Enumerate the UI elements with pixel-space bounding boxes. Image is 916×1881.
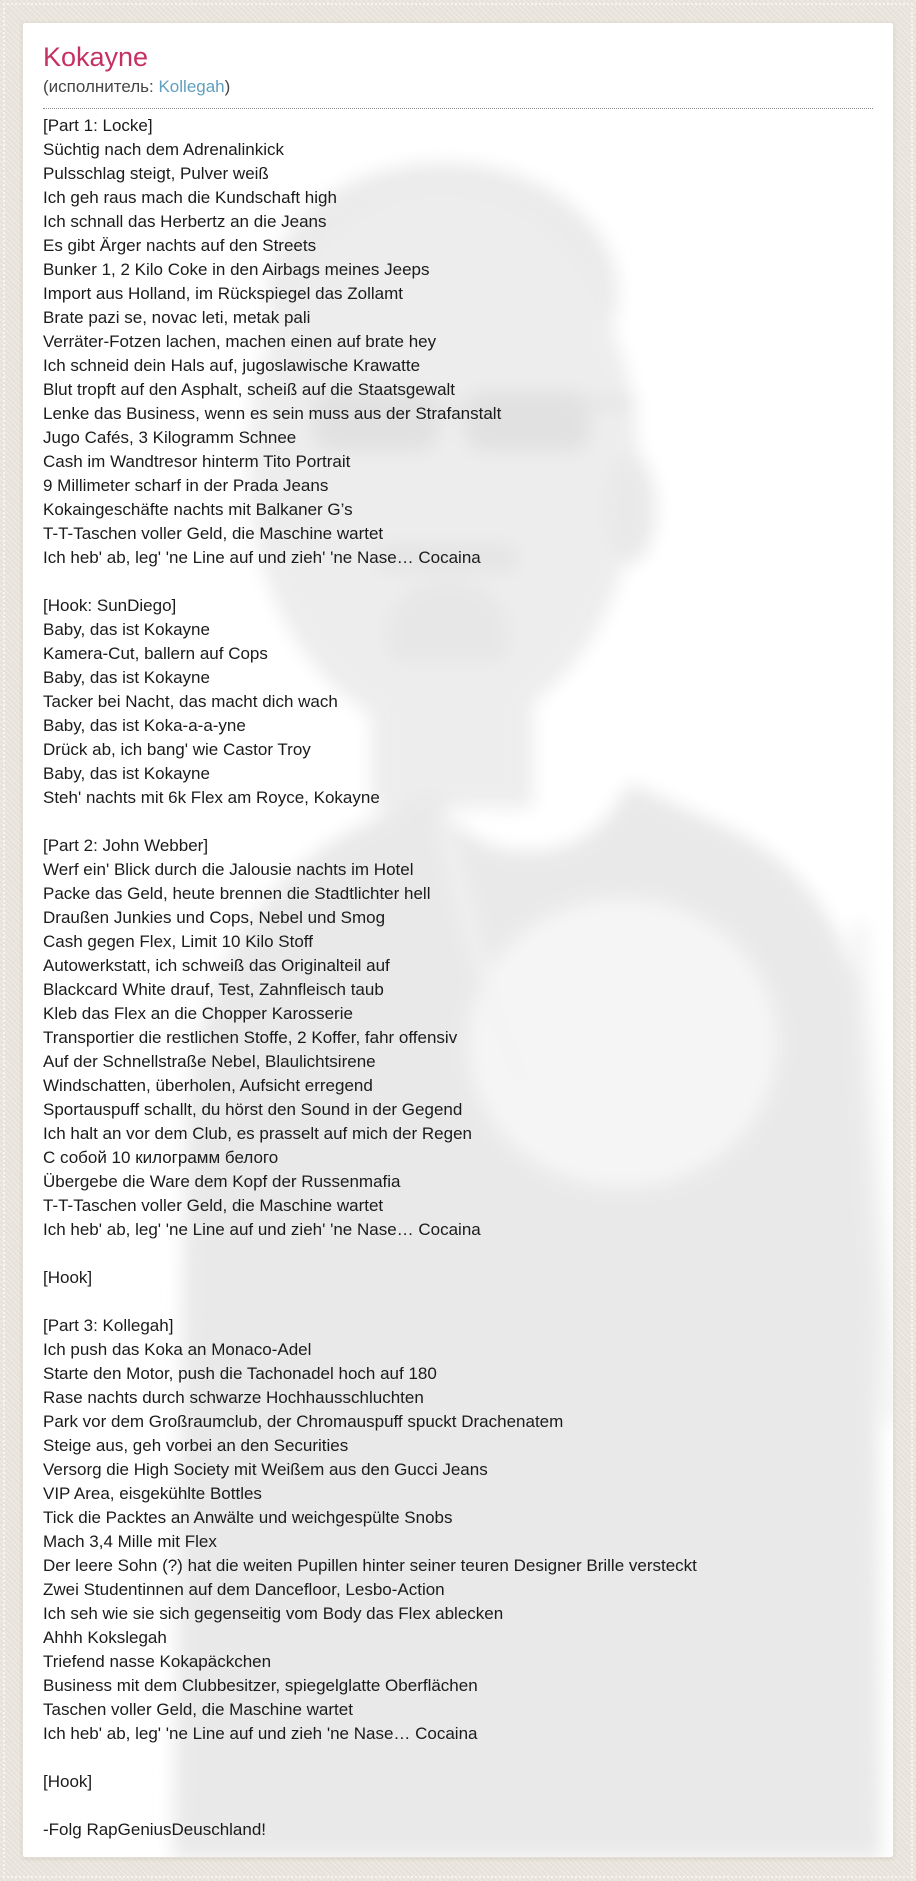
lyric-line: Süchtig nach dem Adrenalinkick [43,140,284,159]
lyric-line: Ich heb' ab, leg' 'ne Line auf und zieh 'ne Nase… Cocaina [43,1724,478,1743]
lyric-line: Tacker bei Nacht, das macht dich wach [43,692,338,711]
blank-line [43,570,873,594]
lyric-line: Lenke das Business, wenn es sein muss aus der Strafanstalt [43,404,502,423]
lyric-line: Blut tropft auf den Asphalt, scheiß auf die Staatsgewalt [43,380,456,399]
lyrics-text [43,114,873,1842]
lyric-line: Ich heb' ab, leg' 'ne Line auf und zieh' 'ne Nase… Cocaina [43,548,481,567]
lyric-line: Cash im Wandtresor hinterm Tito Portrait [43,452,351,471]
section-label: [Part 1: Locke] [43,116,153,135]
song-title: Kokayne [43,42,149,72]
blank-line [43,1746,873,1770]
lyric-line: Baby, das ist Kokayne [43,764,210,783]
lyric-line: Werf ein' Blick durch die Jalousie nachts im Hotel [43,860,414,879]
lyric-line: Taschen voller Geld, die Maschine wartet [43,1700,353,1719]
lyric-line: T-T-Taschen voller Geld, die Maschine wartet [43,1196,384,1215]
blank-line [43,1242,873,1266]
lyric-line: Ich halt an vor dem Club, es prasselt auf mich der Regen [43,1124,472,1143]
lyric-line: Import aus Holland, im Rückspiegel das Zollamt [43,284,403,303]
lyric-line: VIP Area, eisgekühlte Bottles [43,1484,262,1503]
lyric-line: Starte den Motor, push die Tachonadel hoch auf 180 [43,1364,437,1383]
lyric-line: С собой 10 килограмм белого [43,1148,279,1167]
lyric-line: Business mit dem Clubbesitzer, spiegelglatte Oberflächen [43,1676,478,1695]
lyric-line: Triefend nasse Kokapäckchen [43,1652,272,1671]
lyric-line: Ich push das Koka an Monaco-Adel [43,1340,312,1359]
lyrics-card [22,22,894,1858]
lyric-line: Brate pazi se, novac leti, metak pali [43,308,311,327]
lyric-line: Übergebe die Ware dem Kopf der Russenmafia [43,1172,401,1191]
lyric-line: -Folg RapGeniusDeuschland! [43,1820,267,1839]
lyric-line: Kokaingeschäfte nachts mit Balkaner G’s [43,500,353,519]
lyric-line: Baby, das ist Kokayne [43,620,210,639]
lyric-line: Park vor dem Großraumclub, der Chromauspuff spuckt Drachenatem [43,1412,564,1431]
section-label: [Hook: SunDiego] [43,596,177,615]
card-content [23,23,893,1858]
lyric-line: Draußen Junkies und Cops, Nebel und Smog [43,908,386,927]
section-label: [Part 2: John Webber] [43,836,209,855]
lyric-line: Versorg die High Society mit Weißem aus den Gucci Jeans [43,1460,488,1479]
blank-line [43,1794,873,1818]
artist-label-suffix: ) [224,77,231,96]
lyric-line: Baby, das ist Koka-a-a-yne [43,716,246,735]
lyric-line: Ahhh Kokslegah [43,1628,167,1647]
lyric-line: Bunker 1, 2 Kilo Coke in den Airbags meines Jeeps [43,260,430,279]
lyric-line: Ich geh raus mach die Kundschaft high [43,188,337,207]
lyric-line: Der leere Sohn (?) hat die weiten Pupillen hinter seiner teuren Designer Brille versteckt [43,1556,697,1575]
section-label: [Hook] [43,1772,93,1791]
lyric-line: Kleb das Flex an die Chopper Karosserie [43,1004,353,1023]
lyric-line: Drück ab, ich bang' wie Castor Troy [43,740,311,759]
lyric-line: Autowerkstatt, ich schweiß das Originalteil auf [43,956,390,975]
lyric-line: Baby, das ist Kokayne [43,668,210,687]
lyric-line: Ich schnall das Herbertz an die Jeans [43,212,327,231]
lyric-line: Rase nachts durch schwarze Hochhausschluchten [43,1388,424,1407]
lyric-line: Kamera-Cut, ballern auf Cops [43,644,268,663]
lyric-line: Verräter-Fotzen lachen, machen einen auf brate hey [43,332,437,351]
lyric-line: Steh' nachts mit 6k Flex am Royce, Kokayne [43,788,380,807]
lyric-line: Transportier die restlichen Stoffe, 2 Koffer, fahr offensiv [43,1028,458,1047]
lyric-line: Tick die Packtes an Anwälte und weichgespülte Snobs [43,1508,453,1527]
blank-line [43,1290,873,1314]
lyric-line: Mach 3,4 Mille mit Flex [43,1532,217,1551]
lyric-line: Jugo Cafés, 3 Kilogramm Schnee [43,428,297,447]
artist-label-prefix: (исполнитель: [43,77,159,96]
lyric-line: 9 Millimeter scharf in der Prada Jeans [43,476,329,495]
artist-line [43,76,873,109]
lyric-line: Es gibt Ärger nachts auf den Streets [43,236,317,255]
section-label: [Part 3: Kollegah] [43,1316,174,1335]
lyric-line: Zwei Studentinnen auf dem Dancefloor, Lesbo-Action [43,1580,445,1599]
lyric-line: Ich schneid dein Hals auf, jugoslawische Krawatte [43,356,421,375]
lyric-line: Cash gegen Flex, Limit 10 Kilo Stoff [43,932,313,951]
blank-line [43,810,873,834]
lyric-line: Packe das Geld, heute brennen die Stadtlichter hell [43,884,431,903]
lyric-line: Windschatten, überholen, Aufsicht erregend [43,1076,373,1095]
lyric-line: Pulsschlag steigt, Pulver weiß [43,164,269,183]
section-label: [Hook] [43,1268,93,1287]
lyric-line: Ich heb' ab, leg' 'ne Line auf und zieh' 'ne Nase… Cocaina [43,1220,481,1239]
lyric-line: Steige aus, geh vorbei an den Securities [43,1436,349,1455]
lyric-line: T-T-Taschen voller Geld, die Maschine wartet [43,524,384,543]
lyric-line: Auf der Schnellstraße Nebel, Blaulichtsirene [43,1052,376,1071]
artist-link[interactable]: Kollegah [158,77,225,96]
lyric-line: Sportauspuff schallt, du hörst den Sound in der Gegend [43,1100,463,1119]
lyric-line: Ich seh wie sie sich gegenseitig vom Body das Flex ablecken [43,1604,504,1623]
lyric-line: Blackcard White drauf, Test, Zahnfleisch taub [43,980,384,999]
